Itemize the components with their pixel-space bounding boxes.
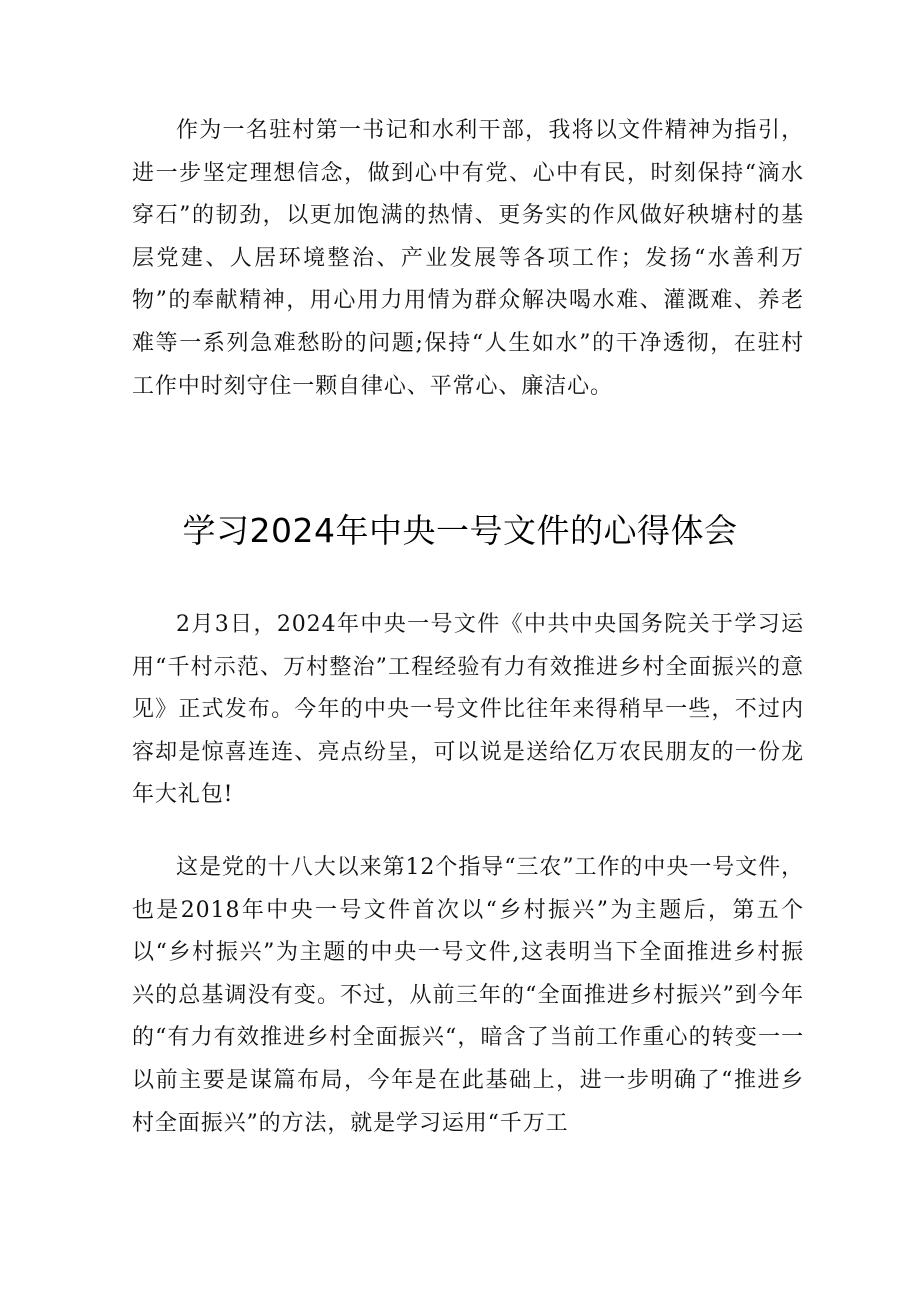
- article-title: 学习2024年中央一号文件的心得体会: [182, 511, 738, 550]
- body-paragraph: 2月3日，2024年中央一号文件《中共中央国务院关于学习运用“千村示范、万村整治”工程经验有力有效推进乡村全面振兴的意见》正式发布。今年的中央一号文件比往年来得稍早一些，不过内容却是惊喜连连、亮点纷呈，可以说是送给亿万农民朋友的一份龙年大礼包!: [132, 612, 804, 808]
- body-paragraph: 这是党的十八大以来第12个指导“三农”工作的中央一号文件，也是2018年中央一号文件首次以“乡村振兴”为主题后，第五个以“乡村振兴”为主题的中央一号文件,这表明当下全面推进乡村振兴的总基调没有变。不过，从前三年的“全面推进乡村振兴”到今年的“有力有效推进乡村全面振兴“，暗含了当前工作重心的转变一一以前主要是谋篇布局，今年是在此基础上，进一步明确了“推进乡村全面振兴”的方法，就是学习运用“千万工: [132, 855, 804, 1136]
- body-paragraph: 作为一名驻村第一书记和水利干部，我将以文件精神为指引，进一步坚定理想信念，做到心中有党、心中有民，时刻保持“滴水穿石”的韧劲，以更加饱满的热情、更务实的作风做好秧塘村的基层党建、人居环境整治、产业发展等各项工作；发扬“水善利万物”的奉献精神，用心用力用情为群众解决喝水难、灌溉难、养老难等一系列急难愁盼的问题;保持“人生如水”的干净透彻，在驻村工作中时刻守住一颗自律心、平常心、廉洁心。: [132, 118, 804, 399]
